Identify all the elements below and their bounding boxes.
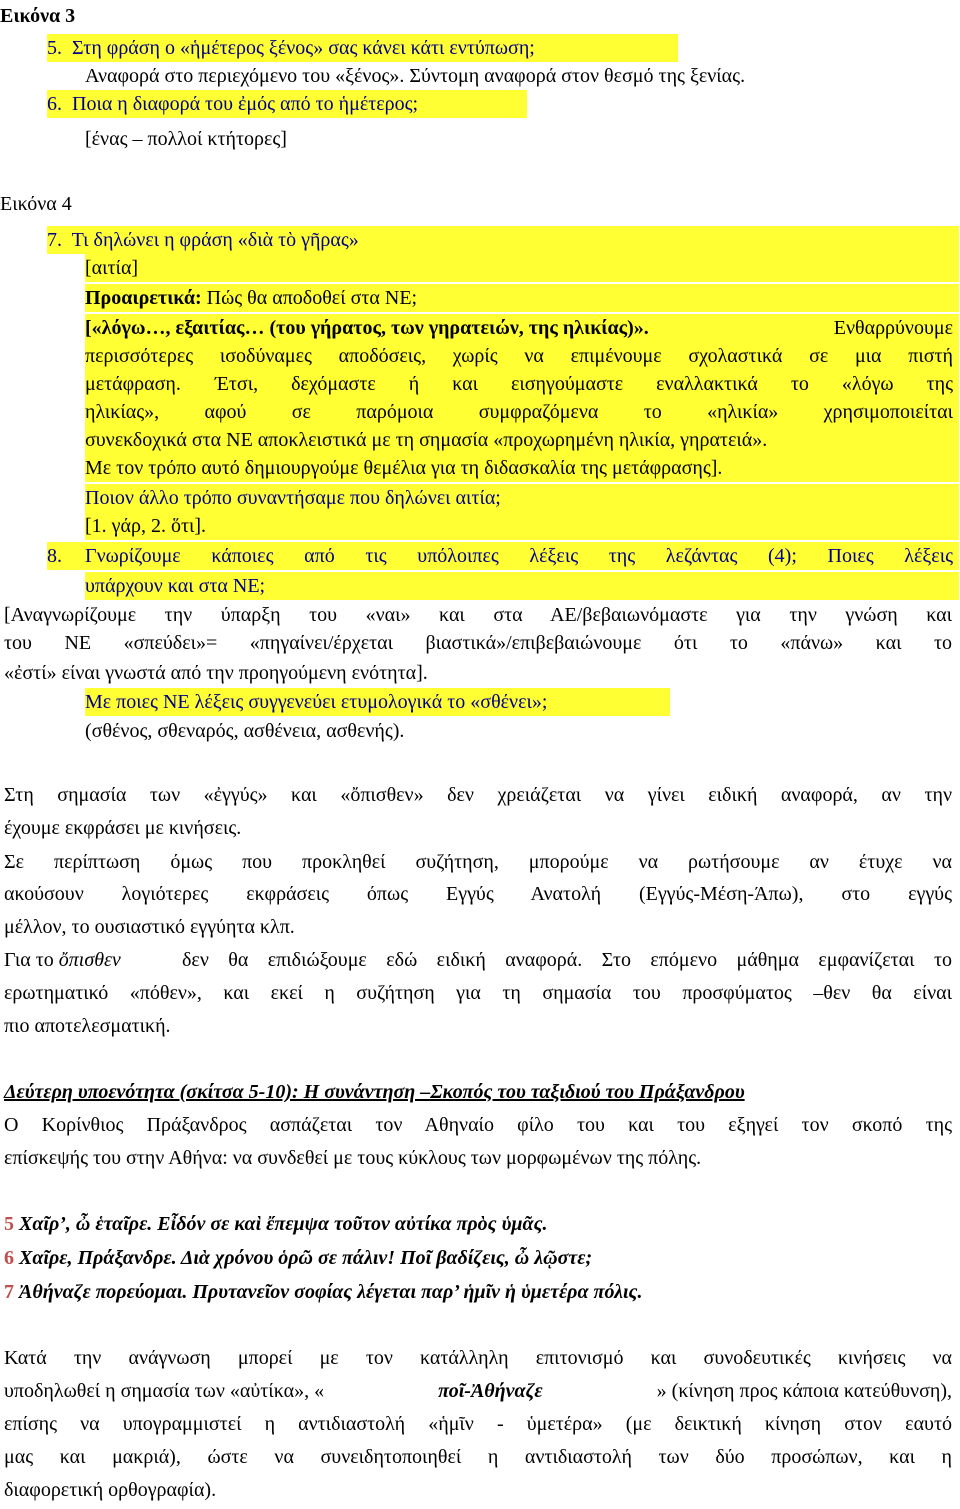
question-number: 5. [47, 37, 62, 59]
line-number: 5 [4, 1213, 14, 1235]
optional-question [85, 284, 417, 312]
question-text: Ποια η διαφορά του ἐμός από το ἡμέτερος; [72, 93, 419, 115]
paragraph-2-line-1: Σε περίπτωση όμως που προκληθεί συζήτηση, μπορούμε να ρωτήσουμε αν έτυχε να [4, 851, 952, 873]
answer-5: Αναφορά στο περιεχόμενο του «ξένος». Σύντομη αναφορά στον θεσμό της ξενίας. [85, 65, 746, 87]
dialogue-text: Ἀθήναζε πορεύομαι. Πρυτανεῖον σοφίας λέγεται παρ’ ἡμῖν ἡ ὑμετέρα πόλις. [19, 1281, 643, 1303]
highlight-bar [85, 254, 959, 282]
explanation-line-6: Με τον τρόπο αυτό δημιουργούμε θεμέλια για τη διδασκαλία της μετάφρασης]. [85, 457, 723, 479]
explanation-line-5: συνεκδοχικά στα ΝΕ αποκλειστικά με τη σημασία «προχωρημένη ηλικία, γηρατειά». [85, 429, 768, 451]
section-line-1: Ο Κορίνθιος Πράξανδρος ασπάζεται τον Αθηναίο φίλο του και του εξηγεί τον σκοπό της [4, 1114, 952, 1136]
question-8b: Με ποιες ΝΕ λέξεις συγγενεύει ετυμολογικά το «σθένει»; [85, 691, 548, 713]
paragraph-text [4, 946, 121, 974]
greek-term: ὄπισθεν [58, 949, 121, 971]
line-number: 6 [4, 1247, 14, 1269]
paragraph-text: δεν θα επιδιώξουμε εδώ ειδική αναφορά. Στο επόμενο μάθημα εμφανίζεται το [182, 949, 952, 971]
question-text: Τι δηλώνει η φράση «διὰ τὸ γῆρας» [71, 229, 359, 251]
greek-term: ποῖ-Ἀθήναζε [438, 1380, 543, 1402]
paragraph-2-line-2: ακούσουν λογιότερες εκφράσεις όπως Εγγύς Ανατολή (Εγγύς-Μέση-Άπω), στο εγγύς [4, 883, 952, 905]
answer-8-line-3: «ἐστί» είναι γνωστά από την προηγούμενη ενότητα]. [4, 662, 428, 684]
dialogue-line-5 [4, 1210, 548, 1238]
explanation-text: μετάφραση. [85, 373, 181, 395]
section-heading: Δεύτερη υποενότητα (σκίτσα 5-10): Η συνάντηση –Σκοπός του ταξιδιού του Πράξανδρου [4, 1081, 745, 1103]
highlight-bar [85, 512, 959, 540]
explanation-line-1 [85, 314, 953, 342]
question-7 [47, 226, 359, 254]
figure-4-heading: Εικόνα 4 [0, 193, 72, 215]
question-number: 7. [47, 229, 62, 251]
dialogue-line-7 [4, 1278, 642, 1306]
paragraph-3-line-1 [4, 946, 952, 974]
final-line-3: επίσης να υπογραμμιστεί η αντιδιαστολή «ἡμῖν - ὑμετέρα» (με δεικτική κίνηση στον εαυτό [4, 1413, 952, 1435]
paragraph-2-line-3: μέλλον, το ουσιαστικό εγγύητα κλπ. [4, 916, 295, 938]
optional-text: Πώς θα αποδοθεί στα ΝΕ; [201, 287, 418, 309]
optional-label: Προαιρετικά: [85, 287, 202, 309]
final-line-2 [4, 1377, 952, 1405]
paragraph-1-line-2: έχουμε εκφράσει με κινήσεις. [4, 817, 242, 839]
explanation-line-4: ηλικίας», αφού σε παρόμοια συμφραζόμενα το «ηλικία» χρησιμοποιείται [85, 401, 953, 423]
paragraph-3-line-2: ερωτηματικό «πόθεν», και εκεί η συζήτηση για τη σημασία του προσφύματος –θεν θα είναι [4, 982, 952, 1004]
question-8-line-2: υπάρχουν και στα ΝΕ; [85, 575, 266, 597]
answer-6: [ένας – πολλοί κτήτορες] [85, 128, 287, 150]
answer-8b: (σθένος, σθεναρός, ασθένεια, ασθενής). [85, 720, 405, 742]
answer-7b: [1. γάρ, 2. ὅτι]. [85, 515, 207, 537]
final-text: » (κίνηση προς κάποια κατεύθυνση), [656, 1380, 952, 1402]
explanation-line-2: περισσότερες ισοδύναμες αποδόσεις, χωρίς να επιμένουμε σχολαστικά σε μια πιστή [85, 345, 953, 367]
final-line-5: διαφορετική ορθογραφία). [4, 1479, 217, 1501]
final-line-1: Κατά την ανάγνωση μπορεί με τον κατάλληλη επιτονισμό και συνοδευτικές κινήσεις να [4, 1347, 952, 1369]
dialogue-line-6 [4, 1244, 592, 1272]
dialogue-text: Χαῖρε, Πράξανδρε. Διὰ χρόνου ὁρῶ σε πάλιν! Ποῖ βαδίζεις, ὦ λῷστε; [19, 1247, 593, 1269]
question-8-number: 8. [47, 545, 62, 567]
answer-8-line-1: [Αναγνωρίζουμε την ύπαρξη του «ναι» και στα ΑΕ/βεβαιωνόμαστε για την γνώση και [4, 604, 952, 626]
answer-8-line-2: του ΝΕ «σπεύδει»= «πηγαίνει/έρχεται βιαστικά»/επιβεβαιώνουμε ότι το «πάνω» και το [4, 632, 952, 654]
line-number: 7 [4, 1281, 14, 1303]
question-8-line-1: Γνωρίζουμε κάποιες από τις υπόλοιπες λέξεις της λεζάντας (4); Ποιες λέξεις [85, 545, 953, 567]
paragraph-3-line-3: πιο αποτελεσματική. [4, 1015, 171, 1037]
question-7b: Ποιον άλλο τρόπο συναντήσαμε που δηλώνει αιτία; [85, 487, 501, 509]
explanation-line-3 [85, 370, 953, 398]
question-text: Στη φράση ο «ἡμέτερος ξένος» σας κάνει κάτι εντύπωση; [72, 37, 535, 59]
question-number: 6. [47, 93, 62, 115]
question-5 [47, 34, 535, 62]
answer-7: [αιτία] [85, 257, 139, 279]
final-line-4: μας και μακριά), ώστε να συνειδητοποιηθεί η αντιδιαστολή των δύο προσώπων, και η [4, 1446, 952, 1468]
question-6 [47, 90, 418, 118]
explanation-text: Ενθαρρύνουμε [833, 317, 953, 339]
paragraph-text: Για το [4, 949, 59, 971]
explanation-text: Έτσι, δεχόμαστε ή και εισηγούμαστε εναλλακτικά το «λόγω της [215, 373, 953, 395]
dialogue-text: Χαῖρ’, ὦ ἑταῖρε. Εἶδόν σε καὶ ἔπεμψα τοῦτον αὐτίκα πρὸς ὑμᾶς. [19, 1213, 548, 1235]
section-line-2: επίσκεψής του στην Αθήνα: να συνδεθεί με τους κύκλους των μορφωμένων της πόλης. [4, 1147, 702, 1169]
paragraph-1-line-1: Στη σημασία των «ἐγγύς» και «ὄπισθεν» δεν χρειάζεται να γίνει ειδική αναφορά, αν την [4, 784, 952, 806]
figure-3-heading: Εικόνα 3 [0, 5, 76, 27]
final-text: υποδηλωθεί η σημασία των «αὐτίκα», « [4, 1380, 325, 1402]
explanation-quote: [«λόγω…, εξαιτίας… (του γήρατος, των γηρατειών, της ηλικίας)». [85, 317, 649, 339]
